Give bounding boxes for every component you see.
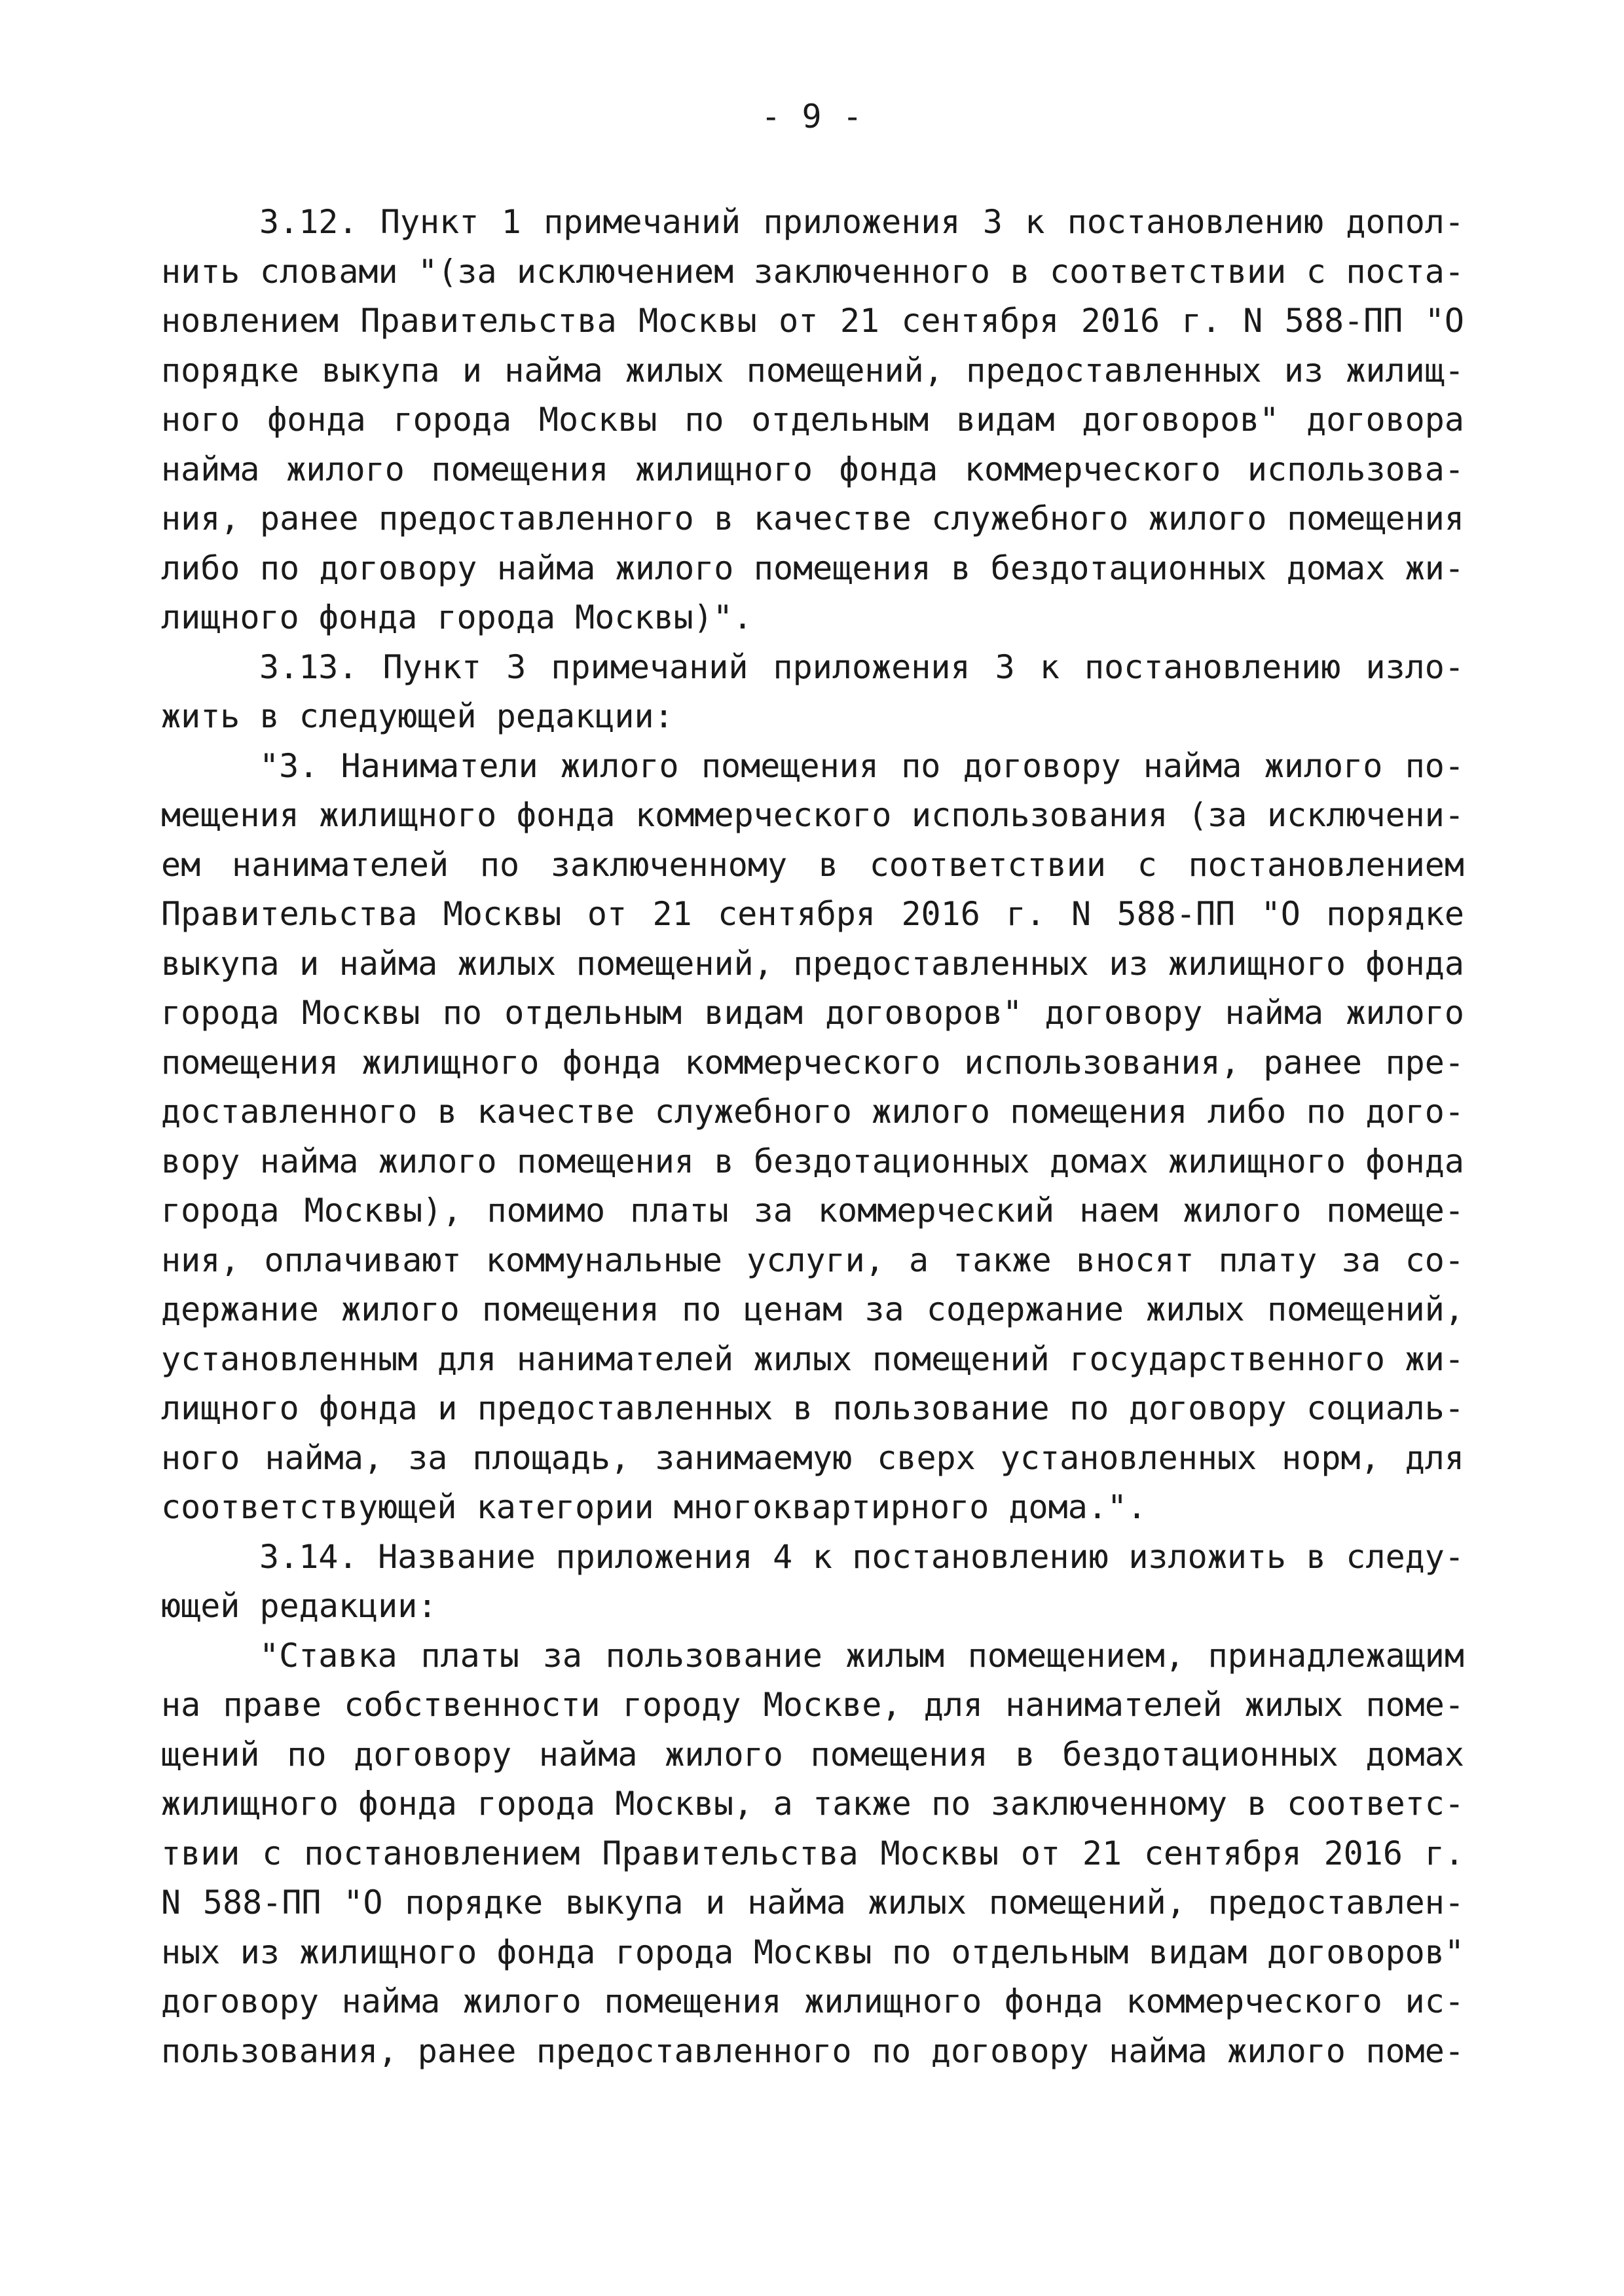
text-line: доставленного в качестве служебного жилого помещения либо по дого-	[161, 1093, 1464, 1131]
text-line: города Москвы по отдельным видам договоров" договору найма жилого	[161, 994, 1464, 1032]
text-line: "3. Наниматели жилого помещения по договору найма жилого по-	[259, 746, 1464, 785]
text-line: ем нанимателей по заключенному в соответствии с постановлением	[161, 845, 1464, 884]
text-line: ния, оплачивают коммунальные услуги, а также вносят плату за со-	[161, 1241, 1464, 1279]
text-line: города Москвы), помимо платы за коммерческий наем жилого помеще-	[161, 1192, 1464, 1230]
text-line: мещения жилищного фонда коммерческого использования (за исключени-	[161, 796, 1464, 834]
text-line: ющей редакции:	[161, 1587, 437, 1625]
text-line: ного фонда города Москвы по отдельным видам договоров" договора	[161, 401, 1464, 439]
text-line: "Ставка платы за пользование жилым помещением, принадлежащим	[259, 1636, 1464, 1675]
text-line: нить словами "(за исключением заключенного в соответствии с поста-	[161, 252, 1464, 291]
text-line: на праве собственности городу Москве, для нанимателей жилых поме-	[161, 1686, 1464, 1724]
text-line: лищного фонда и предоставленных в пользование по договору социаль-	[161, 1389, 1464, 1427]
document-body	[161, 198, 1464, 2076]
text-line: вору найма жилого помещения в бездотационных домах жилищного фонда	[161, 1142, 1464, 1180]
text-line: ных из жилищного фонда города Москвы по отдельным видам договоров"	[161, 1933, 1464, 1971]
text-line: жить в следующей редакции:	[161, 697, 674, 735]
text-line: договору найма жилого помещения жилищного фонда коммерческого ис-	[161, 1982, 1464, 2020]
text-line: Правительства Москвы от 21 сентября 2016 г. N 588-ПП "О порядке	[161, 895, 1464, 933]
text-line: выкупа и найма жилых помещений, предоставленных из жилищного фонда	[161, 944, 1464, 983]
text-line: соответствующей категории многоквартирного дома.".	[161, 1488, 1147, 1526]
text-line: установленным для нанимателей жилых помещений государственного жи-	[161, 1339, 1464, 1378]
text-line: порядке выкупа и найма жилых помещений, предоставленных из жилищ-	[161, 351, 1464, 390]
text-line: твии с постановлением Правительства Москвы от 21 сентября 2016 г.	[161, 1834, 1464, 1872]
text-line: пользования, ранее предоставленного по договору найма жилого поме-	[161, 2032, 1464, 2070]
text-line: щений по договору найма жилого помещения в бездотационных домах	[161, 1735, 1464, 1774]
text-line: 3.14. Название приложения 4 к постановлению изложить в следу-	[259, 1537, 1464, 1576]
text-line: новлением Правительства Москвы от 21 сентября 2016 г. N 588-ПП "О	[161, 302, 1464, 340]
text-line: ния, ранее предоставленного в качестве служебного жилого помещения	[161, 500, 1464, 538]
text-line: держание жилого помещения по ценам за содержание жилых помещений,	[161, 1290, 1464, 1328]
text-line: жилищного фонда города Москвы, а также по заключенному в соответс-	[161, 1785, 1464, 1823]
text-line: помещения жилищного фонда коммерческого использования, ранее пре-	[161, 1043, 1464, 1082]
page-number: - 9 -	[761, 98, 863, 136]
text-line: лищного фонда города Москвы)".	[161, 598, 753, 636]
text-line: N 588-ПП "О порядке выкупа и найма жилых помещений, предоставлен-	[161, 1884, 1464, 1922]
text-line: 3.12. Пункт 1 примечаний приложения 3 к постановлению допол-	[259, 203, 1464, 241]
text-line: ного найма, за площадь, занимаемую сверх установленных норм, для	[161, 1438, 1464, 1477]
text-line: найма жилого помещения жилищного фонда коммерческого использова-	[161, 450, 1464, 488]
text-line: 3.13. Пункт 3 примечаний приложения 3 к постановлению изло-	[259, 647, 1464, 686]
text-line: либо по договору найма жилого помещения в бездотационных домах жи-	[161, 549, 1464, 587]
